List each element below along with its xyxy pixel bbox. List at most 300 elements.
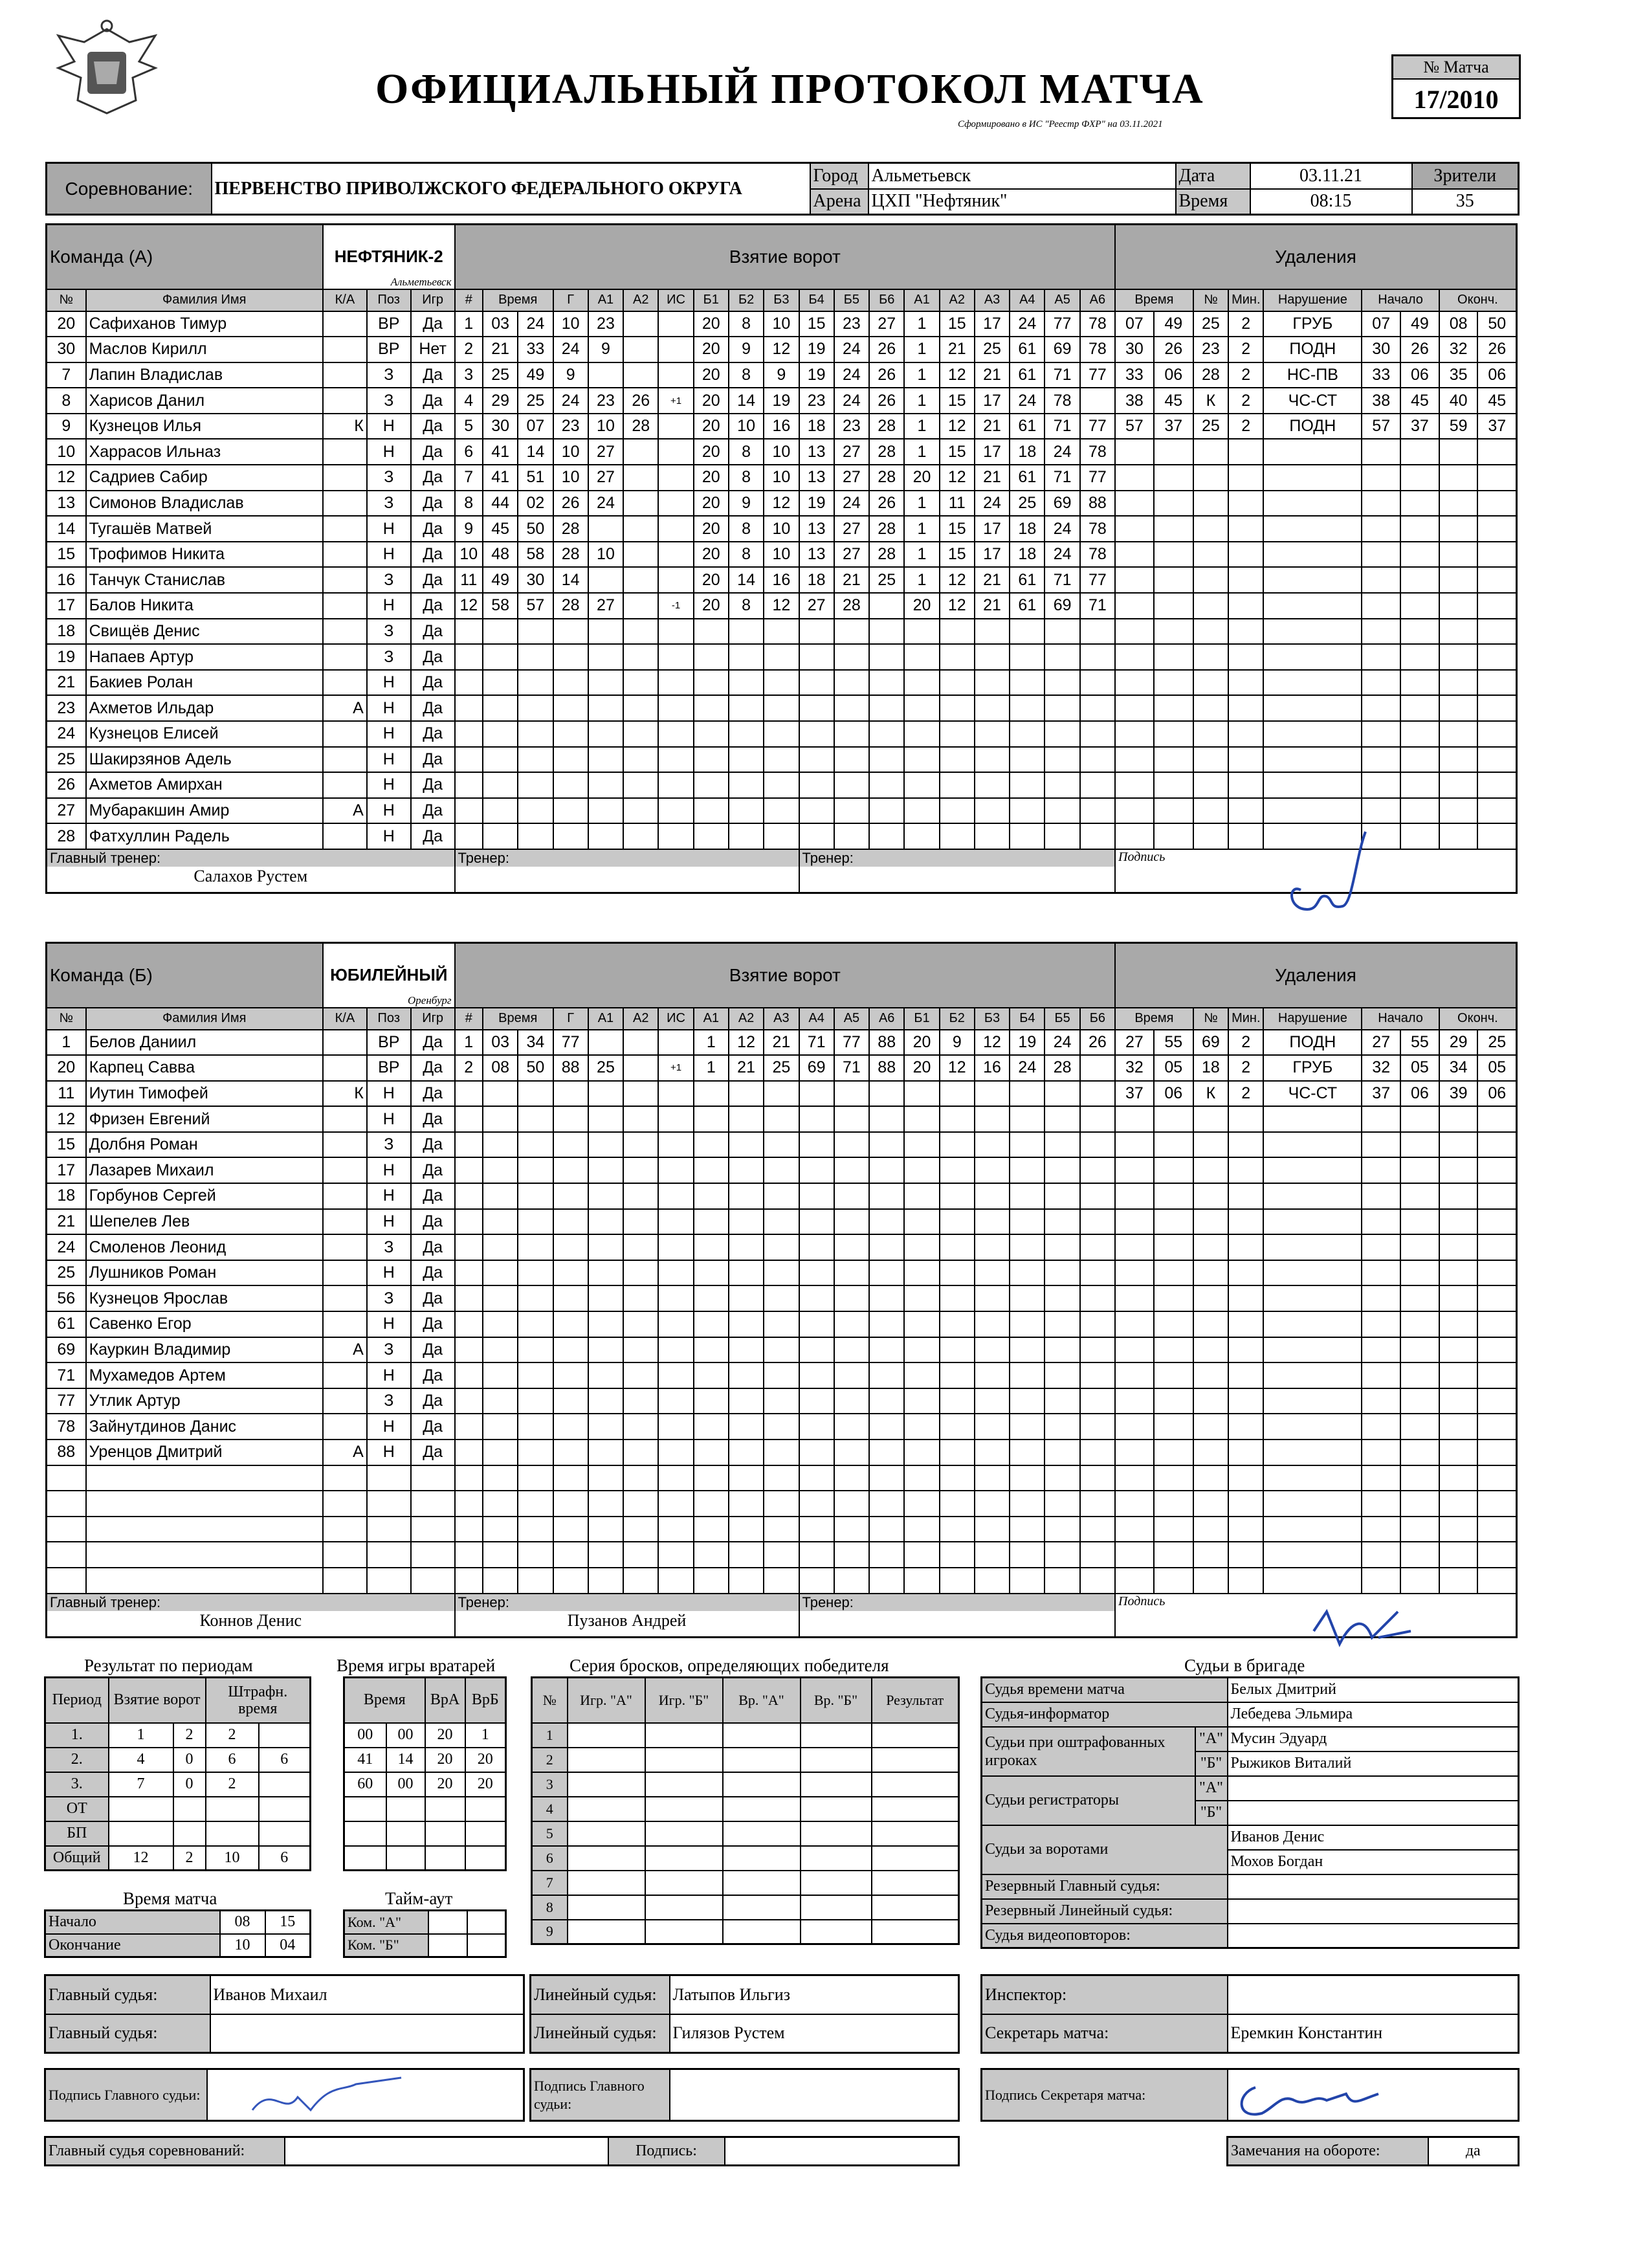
goal-cell [729, 1465, 764, 1491]
shootout-cell [801, 1920, 872, 1944]
goal-cell: 77 [1080, 362, 1115, 388]
table-row [532, 1846, 959, 1871]
remarks-label: Замечания на обороте: [1228, 2137, 1428, 2166]
goal-cell: 8 [729, 439, 764, 465]
goal-cell [764, 1568, 799, 1594]
goal-cell [694, 823, 729, 849]
penalty-cell [1362, 491, 1400, 517]
period-cell: 1 [109, 1723, 173, 1748]
goal-cell: 19 [799, 362, 834, 388]
penalty-cell [1228, 491, 1263, 517]
penalty-cell: 50 [1477, 311, 1516, 337]
shootout-cell [723, 1895, 801, 1920]
penalty-cell [1263, 1234, 1362, 1260]
penalty-cell [1115, 823, 1154, 849]
line-ref-2: Гилязов Рустем [670, 2014, 959, 2053]
goal-cell: 71 [1045, 414, 1079, 439]
penalty-cell [1228, 1414, 1263, 1440]
goal-cell: 19 [1010, 1030, 1045, 1056]
goal-cell: 29 [483, 388, 518, 414]
goal-judges-label: Судьи за воротами [982, 1825, 1228, 1874]
penalty-cell [1115, 1337, 1154, 1363]
goal-cell [1080, 1260, 1115, 1286]
penalty-cell [1115, 670, 1154, 696]
col-header: Б3 [764, 289, 799, 311]
goal-cell: 21 [764, 1030, 799, 1056]
penalty-cell [1115, 644, 1154, 670]
goal-cell [975, 619, 1010, 645]
goal-cell: 10 [553, 465, 588, 491]
goal-cell [588, 695, 623, 721]
penalty-cell [1439, 1285, 1478, 1311]
goal-cell [1080, 1106, 1115, 1132]
penalty-cell [1439, 1414, 1478, 1440]
goal-cell: 15 [799, 311, 834, 337]
player-cell: Смоленов Леонид [86, 1234, 323, 1260]
penalty-cell [1439, 644, 1478, 670]
goal-cell [834, 747, 869, 773]
goal-cell [455, 747, 483, 773]
table-row [532, 1871, 959, 1895]
head-coach-name: Салахов Рустем [193, 866, 308, 885]
goal-cell [658, 1209, 693, 1235]
period-cell [173, 1797, 206, 1821]
goal-cell [764, 1388, 799, 1414]
penalty-cell [1477, 1132, 1516, 1158]
goal-cell [518, 1465, 553, 1491]
goal-cell [455, 721, 483, 747]
goal-cell [658, 439, 693, 465]
col-header: А1 [694, 1008, 729, 1030]
goal-cell [869, 1440, 904, 1465]
col-header: № [47, 1008, 86, 1030]
penalty-cell [1439, 1542, 1478, 1568]
goal-cell: 15 [940, 311, 975, 337]
goal-cell [729, 1337, 764, 1363]
penalty-cell [1362, 465, 1400, 491]
penalty-cell [1193, 1209, 1228, 1235]
player-cell: З [367, 388, 411, 414]
player-cell [86, 1491, 323, 1517]
penalty-cell [1263, 439, 1362, 465]
goal-cell [834, 1414, 869, 1440]
goal-cell [455, 1311, 483, 1337]
goal-cell [1010, 798, 1045, 824]
goal-cell [658, 491, 693, 517]
penalty-cell [1362, 747, 1400, 773]
col-header: Игр. "А" [568, 1678, 645, 1723]
goalie-cell [344, 1821, 386, 1846]
goal-cell [1010, 1157, 1045, 1183]
penalty-cell [1400, 1440, 1439, 1465]
goal-cell [729, 1260, 764, 1286]
player-cell: 24 [47, 1234, 86, 1260]
penalty-cell [1154, 1440, 1193, 1465]
penalty-judge-a: Мусин Эдуард [1228, 1727, 1519, 1751]
goal-cell: 10 [588, 414, 623, 439]
table-row [47, 1568, 1517, 1594]
timeout-b-label: Ком. "Б" [344, 1934, 428, 1957]
col-header: Игр [411, 289, 455, 311]
table-row [47, 1157, 1517, 1183]
goal-cell [975, 1260, 1010, 1286]
penalty-cell [1193, 542, 1228, 568]
goal-cell [940, 798, 975, 824]
goal-cell: 20 [694, 388, 729, 414]
goal-cell [799, 1414, 834, 1440]
goal-cell [623, 798, 658, 824]
goal-cell [1010, 772, 1045, 798]
penalty-cell [1193, 439, 1228, 465]
period-cell [109, 1797, 173, 1821]
goal-cell [658, 311, 693, 337]
goal-cell [455, 1234, 483, 1260]
match-number-box [1391, 54, 1521, 119]
goal-cell [1080, 747, 1115, 773]
goal-cell: 07 [518, 414, 553, 439]
goal-cell [1080, 695, 1115, 721]
goal-cell [694, 1440, 729, 1465]
goal-cell [1080, 619, 1115, 645]
penalty-cell: ГРУБ [1263, 1055, 1362, 1081]
goal-cell [904, 1362, 939, 1388]
goal-cell [483, 823, 518, 849]
goal-cell [904, 1132, 939, 1158]
penalty-cell [1154, 1209, 1193, 1235]
shootout-number: 7 [532, 1871, 568, 1895]
goal-cell [904, 619, 939, 645]
col-header: К/А [323, 1008, 367, 1030]
goal-cell [729, 1542, 764, 1568]
penalty-cell [1115, 772, 1154, 798]
goal-cell [483, 695, 518, 721]
goal-cell [623, 619, 658, 645]
penalty-cell [1477, 439, 1516, 465]
period-cell [206, 1821, 259, 1846]
player-cell: Фризен Евгений [86, 1106, 323, 1132]
goal-cell [483, 1337, 518, 1363]
goal-cell [553, 1465, 588, 1491]
player-cell [411, 1465, 455, 1491]
goal-cell [834, 1183, 869, 1209]
goal-cell: 1 [904, 337, 939, 362]
goal-cell [799, 1362, 834, 1388]
goal-cell [588, 1183, 623, 1209]
penalty-cell [1263, 772, 1362, 798]
penalty-cell [1115, 1157, 1154, 1183]
goal-cell [1080, 644, 1115, 670]
goalie-cell [425, 1797, 465, 1821]
player-cell: 14 [47, 516, 86, 542]
col-header: Вр. "Б" [801, 1678, 872, 1723]
goal-cell [1080, 1440, 1115, 1465]
goal-cell: 78 [1080, 542, 1115, 568]
player-cell: 71 [47, 1362, 86, 1388]
shootout-table [531, 1676, 960, 1945]
goal-cell [483, 1081, 518, 1107]
line-ref-label-2: Линейный судья: [531, 2014, 670, 2053]
penalty-cell: 32 [1115, 1055, 1154, 1081]
goal-cell [1080, 823, 1115, 849]
goal-cell [940, 1132, 975, 1158]
goal-cell [799, 1517, 834, 1542]
goal-cell: 26 [869, 362, 904, 388]
penalty-cell [1193, 644, 1228, 670]
goal-cell: 27 [588, 439, 623, 465]
penalty-cell: 37 [1362, 1081, 1400, 1107]
goal-cell [694, 721, 729, 747]
penalty-cell [1154, 439, 1193, 465]
shootout-cell [801, 1895, 872, 1920]
player-cell [367, 1491, 411, 1517]
player-cell: Свищёв Денис [86, 619, 323, 645]
penalty-cell [1154, 823, 1193, 849]
shootout-cell [568, 1871, 645, 1895]
player-cell: З [367, 644, 411, 670]
col-header: № [47, 289, 86, 311]
goal-cell [1045, 1183, 1079, 1209]
goal-cell: 25 [588, 1055, 623, 1081]
goal-cell [658, 619, 693, 645]
goal-cell [588, 1209, 623, 1235]
goal-cell [455, 1081, 483, 1107]
penalty-cell [1362, 1362, 1400, 1388]
competition-label: Соревнование: [47, 163, 212, 215]
player-cell: К [323, 414, 367, 439]
penalty-cell [1362, 593, 1400, 619]
info-judge: Лебедева Эльмира [1228, 1702, 1519, 1727]
goal-cell [799, 1209, 834, 1235]
player-cell: Н [367, 1311, 411, 1337]
col-header: Начало [1362, 1008, 1439, 1030]
penalty-cell [1439, 1157, 1478, 1183]
goal-cell [694, 644, 729, 670]
goalie-cell: 20 [465, 1748, 506, 1772]
penalty-cell [1193, 670, 1228, 696]
goal-cell: 16 [975, 1055, 1010, 1081]
period-cell: ОТ [45, 1797, 109, 1821]
goal-cell: 25 [869, 567, 904, 593]
penalty-cell [1193, 695, 1228, 721]
goal-cell [1080, 1157, 1115, 1183]
goal-cell [869, 1542, 904, 1568]
col-header: А1 [588, 289, 623, 311]
goal-cell [694, 798, 729, 824]
penalty-cell [1154, 516, 1193, 542]
penalty-cell [1115, 542, 1154, 568]
player-cell: Уренцов Дмитрий [86, 1440, 323, 1465]
penalty-cell [1115, 1491, 1154, 1517]
penalty-cell [1400, 1491, 1439, 1517]
goals-section-header: Взятие ворот [455, 943, 1115, 1008]
player-cell [323, 311, 367, 337]
goal-cell [869, 1362, 904, 1388]
col-header: Фамилия Имя [86, 1008, 323, 1030]
player-cell: 8 [47, 388, 86, 414]
goal-cell [658, 1081, 693, 1107]
player-cell [411, 1568, 455, 1594]
time-judge: Белых Дмитрий [1228, 1678, 1519, 1702]
goal-cell [694, 1337, 729, 1363]
penalty-cell [1263, 1388, 1362, 1414]
goal-cell: 12 [940, 465, 975, 491]
goal-cell: 2 [455, 337, 483, 362]
player-cell: 15 [47, 542, 86, 568]
penalty-cell [1193, 1311, 1228, 1337]
goal-cell [940, 1542, 975, 1568]
goal-cell [834, 1260, 869, 1286]
goal-cell [869, 1388, 904, 1414]
player-cell [323, 619, 367, 645]
goal-cell [588, 747, 623, 773]
goal-cell [623, 362, 658, 388]
arena-value: ЦХП "Нефтяник" [868, 189, 1176, 215]
goal-cell [694, 1568, 729, 1594]
shootout-cell [568, 1797, 645, 1821]
goal-cell [455, 1414, 483, 1440]
penalty-cell [1400, 772, 1439, 798]
goal-cell [799, 1465, 834, 1491]
player-cell: 17 [47, 1157, 86, 1183]
goal-cell [729, 1081, 764, 1107]
goalie-cell: 00 [386, 1723, 425, 1748]
goal-cell: 23 [834, 414, 869, 439]
goal-cell [455, 1337, 483, 1363]
team-b-table [45, 942, 1518, 1638]
penalty-cell [1362, 670, 1400, 696]
penalty-cell: 33 [1115, 362, 1154, 388]
goal-cell: 21 [940, 337, 975, 362]
goal-cell: 24 [553, 337, 588, 362]
goal-cell [1010, 1081, 1045, 1107]
goal-cell [1045, 798, 1079, 824]
goal-cell [658, 1491, 693, 1517]
goal-cell [904, 1209, 939, 1235]
penalty-cell [1154, 1285, 1193, 1311]
goal-cell: 61 [1010, 465, 1045, 491]
player-cell [323, 491, 367, 517]
player-cell [323, 388, 367, 414]
goal-cell [553, 798, 588, 824]
period-cell: 2 [173, 1846, 206, 1871]
penalty-cell [1228, 1157, 1263, 1183]
player-cell: Белов Даниил [86, 1030, 323, 1056]
goal-cell [799, 798, 834, 824]
goal-cell: 1 [455, 1030, 483, 1056]
penalty-cell [1477, 1311, 1516, 1337]
goal-cell [553, 1388, 588, 1414]
period-cell: 0 [173, 1748, 206, 1772]
goal-cell: 20 [694, 311, 729, 337]
goal-cell [1045, 1081, 1079, 1107]
shootout-cell [872, 1846, 959, 1871]
goal-cell [904, 695, 939, 721]
penalty-cell: К [1193, 388, 1228, 414]
goalie-cell [386, 1846, 425, 1871]
goal-cell [1010, 1106, 1045, 1132]
goal-cell [623, 1055, 658, 1081]
penalty-cell [1400, 1157, 1439, 1183]
goal-cell [904, 1414, 939, 1440]
table-row [344, 1772, 506, 1797]
goal-cell [658, 721, 693, 747]
goal-cell: 9 [729, 337, 764, 362]
shootout-cell [645, 1748, 723, 1772]
periods-title: Результат по периодам [84, 1656, 253, 1675]
goal-cell [623, 695, 658, 721]
goal-cell [940, 1311, 975, 1337]
penalty-cell [1400, 1285, 1439, 1311]
player-cell [323, 1260, 367, 1286]
penalty-cell [1154, 1132, 1193, 1158]
goal-cell: 27 [834, 465, 869, 491]
goal-cell [975, 823, 1010, 849]
goal-cell: 20 [694, 491, 729, 517]
player-cell: Лушников Роман [86, 1260, 323, 1286]
penalty-cell [1362, 695, 1400, 721]
player-cell: Да [411, 619, 455, 645]
player-cell [323, 1542, 367, 1568]
col-header: Игр. "Б" [645, 1678, 723, 1723]
col-header: А1 [588, 1008, 623, 1030]
goal-cell: 12 [764, 337, 799, 362]
penalty-cell [1115, 1542, 1154, 1568]
goal-cell [1045, 1517, 1079, 1542]
col-header: Нарушение [1263, 1008, 1362, 1030]
col-header: Вр. "А" [723, 1678, 801, 1723]
goalie-cell: 41 [344, 1748, 386, 1772]
goal-cell: 28 [869, 439, 904, 465]
goal-cell: 71 [1045, 567, 1079, 593]
goal-cell: 1 [904, 388, 939, 414]
penalty-cell [1154, 1465, 1193, 1491]
goalie-time-table [343, 1676, 507, 1871]
penalty-cell [1115, 721, 1154, 747]
goal-cell: 61 [1010, 362, 1045, 388]
penalty-cell: 39 [1439, 1081, 1478, 1107]
goal-cell [869, 1311, 904, 1337]
goal-cell [764, 1260, 799, 1286]
player-cell: Да [411, 1414, 455, 1440]
goal-cell [729, 1209, 764, 1235]
penalty-cell: ГРУБ [1263, 311, 1362, 337]
goal-cell [623, 1209, 658, 1235]
penalty-cell [1228, 1311, 1263, 1337]
table-row [47, 1542, 1517, 1568]
goal-cell [904, 1183, 939, 1209]
penalty-cell: 07 [1115, 311, 1154, 337]
penalty-cell [1400, 1260, 1439, 1286]
penalty-cell [1400, 1311, 1439, 1337]
table-row [45, 1846, 311, 1871]
goal-cell [553, 747, 588, 773]
goal-cell [975, 1183, 1010, 1209]
goal-cell [1080, 1568, 1115, 1594]
goal-cell [623, 1132, 658, 1158]
penalty-cell [1439, 439, 1478, 465]
player-cell [323, 721, 367, 747]
goal-cell [1080, 670, 1115, 696]
player-cell: А [323, 695, 367, 721]
penalty-judge-b: Рыжиков Виталий [1228, 1751, 1519, 1776]
penalty-cell [1263, 465, 1362, 491]
penalty-cell [1362, 542, 1400, 568]
penalty-cell [1193, 1260, 1228, 1286]
col-header: Время [1115, 1008, 1193, 1030]
player-cell: 15 [47, 1132, 86, 1158]
table-row [344, 1821, 506, 1846]
goal-cell [483, 1388, 518, 1414]
